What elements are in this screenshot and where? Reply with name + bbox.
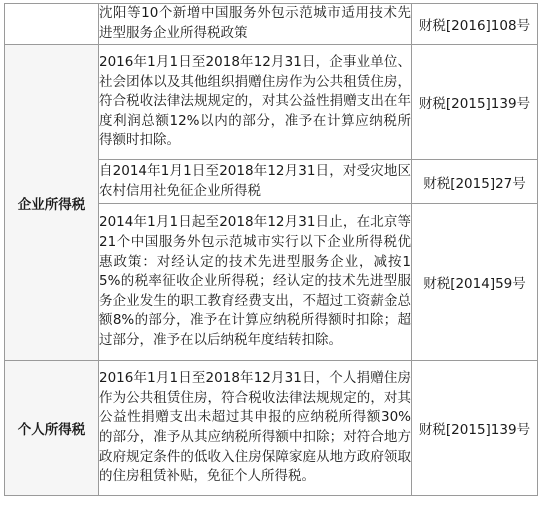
policy-content-cell: 沈阳等10个新增中国服务外包示范城市适用技术先进型服务企业所得税政策 bbox=[99, 4, 412, 45]
policy-content-cell: 2014年1月1日起至2018年12月31日止，在北京等21个中国服务外包示范城市实行以下企业所得税优惠政策：对经认定的技术先进型服务企业，减按15%的税率征收企业所得税；经认定的技术先进型服务企业发生的职工教育经费支出，不超过工资薪金总额8%的部分，准予在计算应纳税所得额时扣除；超过部分，准予在以后纳税年度结转扣除。 bbox=[99, 204, 412, 361]
policy-content-cell: 自2014年1月1日至2018年12月31日，对受灾地区农村信用社免征企业所得税 bbox=[99, 160, 412, 204]
policy-content-cell: 2016年1月1日至2018年12月31日，个人捐赠住房作为公共租赁住房，符合税收法律法规规定的，对其公益性捐赠支出未超过其申报的应纳税所得额30%的部分，准予从其应纳税所得额中扣除；对符合地方政府规定条件的低收入住房保障家庭从地方政府领取的住房租赁补贴，免征个人所得税。 bbox=[99, 361, 412, 496]
policy-content-cell: 2016年1月1日至2018年12月31日，企事业单位、社会团体以及其他组织捐赠住房作为公共租赁住房，符合税收法律法规规定的，对其公益性捐赠支出在年度利润总额12%以内的部分，准予在计算应纳税所得额时扣除。 bbox=[99, 45, 412, 160]
table-row bbox=[5, 361, 538, 496]
tax-policy-table bbox=[4, 3, 538, 496]
table-row bbox=[5, 45, 538, 160]
category-cell-enterprise-income-tax: 企业所得税 bbox=[5, 45, 99, 361]
table-row bbox=[5, 4, 538, 45]
category-cell-empty bbox=[5, 4, 99, 45]
document-number-cell: 财税[2016]108号 bbox=[412, 4, 538, 45]
document-number-cell: 财税[2015]139号 bbox=[412, 45, 538, 160]
document-number-cell: 财税[2014]59号 bbox=[412, 204, 538, 361]
category-cell-individual-income-tax: 个人所得税 bbox=[5, 361, 99, 496]
document-number-cell: 财税[2015]139号 bbox=[412, 361, 538, 496]
document-number-cell: 财税[2015]27号 bbox=[412, 160, 538, 204]
